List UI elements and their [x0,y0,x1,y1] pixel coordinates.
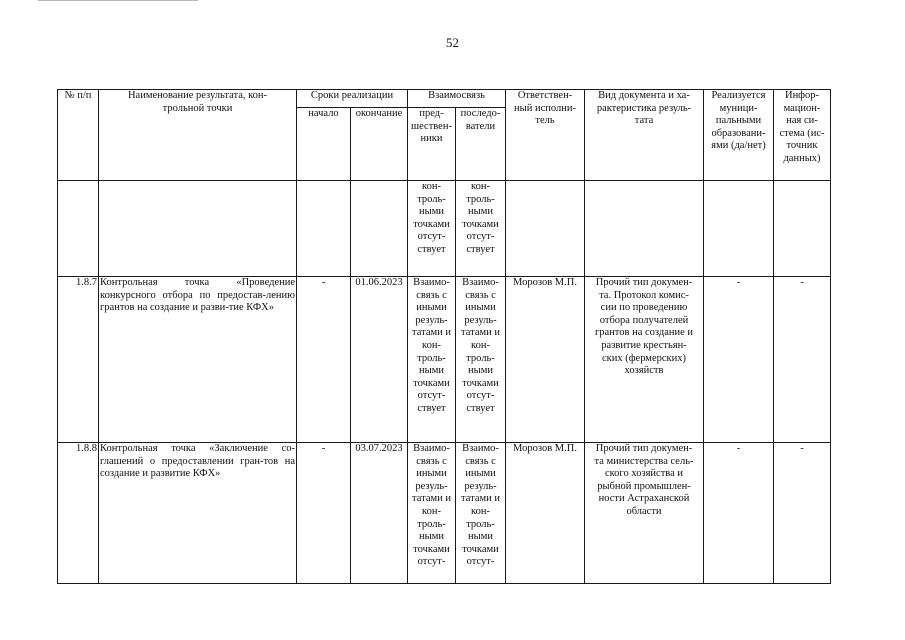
cell-successors: кон- троль- ными точками отсут- ствует [456,181,506,277]
header-predecessors: пред- шествен- ники [408,108,456,181]
header-municipal: Реализуется муници- пальными образовани- ями (да/нет) [704,90,774,181]
header-name: Наименование результата, кон- трольной точки [99,90,297,181]
cell-info-system: - [774,443,831,584]
cell-successors: Взаимо- связь с иными резуль- татами и кон- троль- ными точками отсут- ствует [456,277,506,443]
header-num: № п/п [58,90,99,181]
cell-info-system: - [774,277,831,443]
header-start: начало [297,108,351,181]
header-link: Взаимосвязь [408,90,506,108]
cell-num: 1.8.8 [58,443,99,584]
header-terms: Сроки реализации [297,90,408,108]
cell-municipal: - [704,443,774,584]
header-responsible: Ответствен- ный исполни- тель [506,90,585,181]
header-rule [38,0,198,1]
cell-start: - [297,443,351,584]
cell-responsible: Морозов М.П. [506,443,585,584]
cell-document: Прочий тип докумен- та. Протокол комис- сии по проведению отбора получателей грантов на создание и развитие крестьян- ских (фермерских) хозяйств [585,277,704,443]
cell-municipal: - [704,277,774,443]
cell-predecessors: Взаимо- связь с иными резуль- татами и кон- троль- ными точками отсут- [408,443,456,584]
header-document: Вид документа и ха- рактеристика резуль- тата [585,90,704,181]
cell-successors: Взаимо- связь с иными резуль- татами и кон- троль- ными точками отсут- [456,443,506,584]
table-row [58,443,831,584]
cell-name: Контрольная точка «Проведение конкурсного отбора по предостав-лению грантов на создание и разви-тие КФХ» [99,277,297,443]
cell-name: Контрольная точка «Заключение со-глашений о предоставлении гран-тов на создание и развитие КФХ» [99,443,297,584]
cell-start: - [297,277,351,443]
cell-end: 01.06.2023 [351,277,408,443]
control-points-table [57,89,831,584]
header-row-1 [58,90,831,108]
table-row-continuation [58,181,831,277]
cell-end: 03.07.2023 [351,443,408,584]
cell-document: Прочий тип докумен- та министерства сель- ского хозяйства и рыбной промышлен- ности Астраханской области [585,443,704,584]
header-info-system: Инфор- мацион- ная си- стема (ис- точник данных) [774,90,831,181]
table-row [58,277,831,443]
header-end: окончание [351,108,408,181]
header-successors: последо- ватели [456,108,506,181]
cell-responsible: Морозов М.П. [506,277,585,443]
page-number: 52 [446,35,459,50]
cell-predecessors: кон- троль- ными точками отсут- ствует [408,181,456,277]
cell-num: 1.8.7 [58,277,99,443]
cell-predecessors: Взаимо- связь с иными резуль- татами и кон- троль- ными точками отсут- ствует [408,277,456,443]
